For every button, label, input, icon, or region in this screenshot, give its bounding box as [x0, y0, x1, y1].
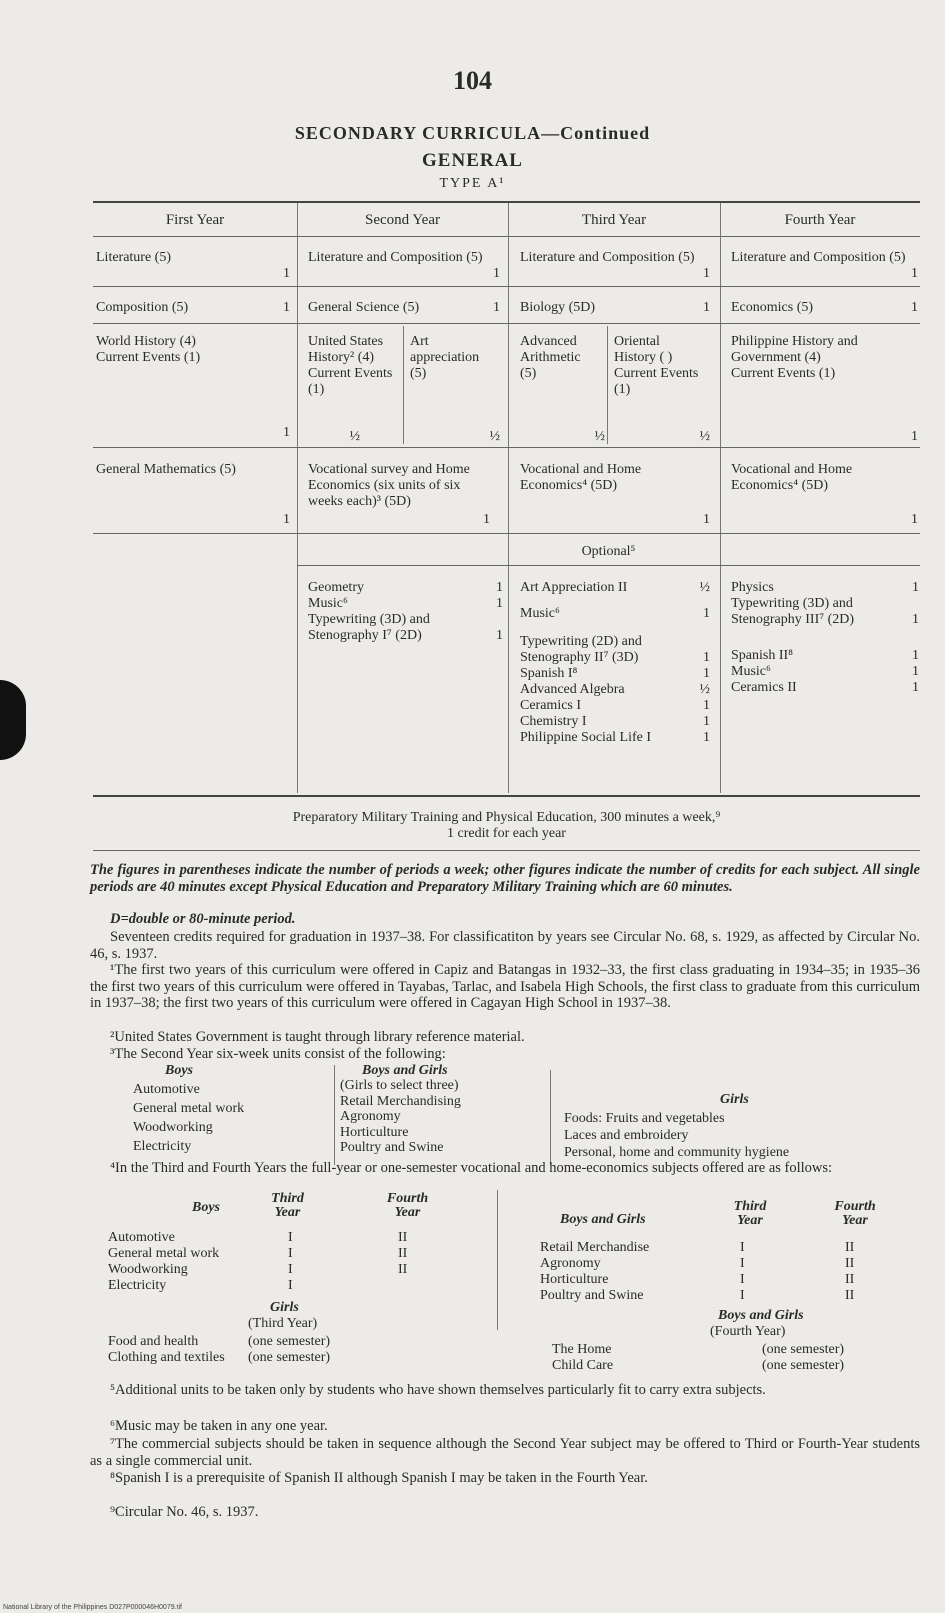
column-header: Second Year: [365, 212, 440, 228]
column-header: Fourth Year: [784, 212, 856, 228]
list-item: Foods: Fruits and vegetables: [564, 1111, 725, 1126]
pmt-line: Preparatory Military Training and Physical Education, 300 minutes a week,⁹: [292, 810, 721, 825]
credit-value: 1: [493, 266, 500, 281]
optional-item: Typewriting (3D) and Stenography III⁷ (2D) 1: [731, 596, 919, 627]
list-item: Agronomy: [340, 1109, 401, 1124]
voc-boys-heading: Boys: [192, 1200, 220, 1215]
list-item: Retail Merchandising: [340, 1093, 461, 1109]
footnote-8: ⁸Spanish I is a prerequisite of Spanish II although Spanish I may be taken in the Fourth Year.: [110, 1470, 648, 1486]
voc-bg-heading: Boys and Girls: [560, 1212, 646, 1227]
subject-cell: Vocational and Home Economics⁴ (5D): [520, 462, 642, 493]
subject-cell: Current Events (1): [731, 366, 836, 381]
subject-cell: World History (4): [96, 334, 196, 349]
scan-edge-mark: [0, 680, 26, 760]
voc-bg-list: [540, 1240, 890, 1304]
list-item: Automotive: [133, 1082, 200, 1097]
page-subtitle: GENERAL: [422, 150, 523, 171]
six-week-boys-heading: Boys: [165, 1063, 193, 1078]
table-top-rule: [93, 201, 920, 203]
subject-cell: General Mathematics (5): [96, 462, 236, 477]
subject-cell: Vocational and Home Economics⁴ (5D): [731, 462, 853, 493]
subject-cell: Literature and Composition (5): [731, 250, 906, 265]
footnote-9: ⁹Circular No. 46, s. 1937.: [110, 1504, 259, 1520]
credit-value: 1: [911, 512, 918, 527]
voc-bg-third-heading: Third Year: [733, 1199, 767, 1228]
optional-item: Geometry 1: [308, 580, 503, 595]
row-rule: [93, 286, 920, 287]
credit-value: ½: [349, 429, 360, 444]
footnote-5: ⁵Additional units to be taken only by students who have shown themselves particularly fit to carry extra subjects.: [110, 1382, 766, 1398]
footnote-1: ¹The first two years of this curriculum were offered in Capiz and Batangas in 1932–33, the first class graduating in 1934–35; in 1935–36 the first two years of this curriculum were offered in Tayabas, Tarlac, and Isabela High Schools, the first class to graduate from this curriculum in 1937–38; the first two years of this curriculum were offered in Cagayan High School in 1937–38.: [90, 962, 920, 1011]
subject-cell: Biology (5D): [520, 300, 596, 315]
table-bottom-rule: [93, 795, 920, 797]
subject-cell: General Science (5): [308, 300, 420, 315]
table-row: Food and health (one semester): [108, 1334, 331, 1349]
table-row: Woodworking I II: [108, 1262, 408, 1277]
column-header: First Year: [165, 212, 225, 228]
voc-girls-sub: (Third Year): [248, 1316, 318, 1331]
optional-list-second-year: [308, 580, 503, 644]
voc-bg-fourth-heading: Fourth Year: [834, 1199, 876, 1228]
column-divider: [508, 203, 509, 793]
sub-divider: [607, 326, 608, 444]
footnote-7: ⁷The commercial subjects should be taken in sequence although the Second Year subject may be offered to Third or Fourth-Year students as a single commercial unit.: [90, 1436, 920, 1469]
credit-value: 1: [703, 266, 710, 281]
footnote-2: ²United States Government is taught through library reference material.: [110, 1029, 525, 1045]
curriculum-type: TYPE A¹: [439, 176, 506, 191]
optional-item: Music⁶ 1: [520, 606, 710, 621]
credit-value: 1: [703, 300, 710, 315]
table-row: Agronomy I II: [540, 1256, 855, 1271]
row-rule: [93, 533, 920, 534]
table-row: Retail Merchandise I II: [540, 1240, 855, 1255]
row-rule: [93, 323, 920, 324]
optional-item: Chemistry I 1: [520, 714, 710, 729]
credit-value: 1: [493, 300, 500, 315]
subject-cell: Economics (5): [731, 300, 814, 315]
table-row: The Home (one semester): [552, 1342, 845, 1357]
optional-list-third-year: [520, 580, 710, 746]
subject-cell: Advanced Arithmetic (5): [520, 334, 581, 381]
footnote-4: ⁴In the Third and Fourth Years the full-year or one-semester vocational and home-economics subjects offered are as follows:: [110, 1160, 833, 1176]
subject-cell: Literature and Composition (5): [520, 250, 695, 265]
subject-cell: Composition (5): [96, 300, 189, 315]
list-item: Laces and embroidery: [564, 1128, 689, 1143]
table-row: General metal work I II: [108, 1246, 408, 1261]
page-number: 104: [453, 66, 492, 95]
optional-item: Typewriting (3D) and Stenography I⁷ (2D) 1: [308, 612, 503, 643]
credit-value: ½: [699, 429, 710, 444]
voc-bg4-list: [552, 1342, 844, 1374]
subject-cell: Oriental History ( ) Current Events (1): [614, 334, 699, 397]
table-row: Poultry and Swine I II: [540, 1288, 855, 1303]
table-row: Clothing and textiles (one semester): [108, 1350, 331, 1365]
page-title: SECONDARY CURRICULA—Continued: [294, 123, 651, 143]
credit-value: 1: [483, 512, 490, 527]
double-period-note: D=double or 80-minute period.: [110, 911, 296, 927]
voc-girls-heading: Girls: [270, 1300, 299, 1315]
subject-cell: Vocational survey and Home Economics (six units of six weeks each)³ (5D): [308, 462, 470, 509]
list-item: Electricity: [133, 1139, 192, 1154]
list-item: Horticulture: [340, 1124, 409, 1140]
credit-value: 1: [911, 300, 918, 315]
optional-item: Spanish II⁸ 1: [731, 648, 919, 663]
voc-bg4-sub: (Fourth Year): [710, 1324, 786, 1339]
optional-item: Philippine Social Life I 1: [520, 730, 710, 745]
six-week-bg-list: [340, 1078, 461, 1156]
sub-divider: [403, 326, 404, 444]
credit-value: 1: [911, 429, 918, 444]
subject-cell: Current Events (1): [96, 350, 201, 365]
optional-item: Ceramics II 1: [731, 680, 919, 695]
table-row: Child Care (one semester): [552, 1358, 845, 1373]
credits-note: Seventeen credits required for graduation in 1937–38. For classificatiton by years see Circular No. 68, s. 1929, as affected by Circular No. 46, s. 1937.: [90, 929, 920, 962]
credit-value: 1: [283, 425, 290, 440]
credit-value: 1: [703, 512, 710, 527]
table-row: Automotive I II: [108, 1230, 408, 1245]
table-header-rule: [93, 236, 920, 237]
six-week-divider: [550, 1070, 551, 1165]
credit-value: 1: [911, 266, 918, 281]
credit-value: 1: [283, 266, 290, 281]
optional-item: Art Appreciation II ½: [520, 580, 710, 595]
optional-item: Music⁶ 1: [731, 664, 919, 679]
italic-note: The figures in parentheses indicate the number of periods a week; other figures indicate the number of credits for each subject. All single periods are 40 minutes except Physical Education and Preparatory Military Training which are 60 minutes.: [90, 862, 920, 895]
rule: [93, 850, 920, 851]
credit-value: ½: [489, 429, 500, 444]
pmt-credit: 1 credit for each year: [447, 826, 566, 841]
footnote-6: ⁶Music may be taken in any one year.: [110, 1418, 328, 1434]
optional-list-fourth-year: [731, 580, 919, 696]
footnote-3: ³The Second Year six-week units consist of the following:: [110, 1046, 446, 1062]
row-rule: [93, 447, 920, 448]
six-week-bg-heading: Boys and Girls: [362, 1063, 448, 1078]
credit-value: ½: [594, 429, 605, 444]
subject-cell: Art appreciation (5): [410, 334, 480, 381]
credit-value: 1: [283, 300, 290, 315]
six-week-boys-list: [133, 1080, 244, 1156]
voc-girls-list: [108, 1334, 330, 1366]
column-divider: [720, 203, 721, 793]
table-row: Electricity I: [108, 1278, 293, 1293]
voc-boys-list: [108, 1230, 438, 1294]
column-header: Third Year: [581, 212, 647, 228]
credit-value: 1: [283, 512, 290, 527]
optional-item: Typewriting (2D) and Stenography II⁷ (3D) 1: [520, 634, 710, 665]
subject-cell: Literature (5): [96, 250, 172, 265]
six-week-divider: [334, 1065, 335, 1165]
voc-third-heading: Third Year: [271, 1191, 304, 1220]
voc-bg4-heading: Boys and Girls: [718, 1308, 804, 1323]
table-row: Horticulture I II: [540, 1272, 855, 1287]
subject-cell: United States History² (4) Current Events (1): [308, 334, 393, 397]
subject-cell: Philippine History and Government (4): [731, 334, 858, 365]
subject-cell: Literature and Composition (5): [308, 250, 483, 265]
row-rule: [297, 565, 920, 566]
optional-item: Advanced Algebra ½: [520, 682, 710, 697]
list-item: (Girls to select three): [340, 1078, 459, 1093]
list-item: General metal work: [133, 1101, 245, 1116]
optional-label: Optional⁵: [581, 544, 636, 559]
list-item: Woodworking: [133, 1120, 213, 1135]
column-divider: [297, 203, 298, 793]
scan-source-id: National Library of the Philippines D027P000046H0079.tif: [3, 1604, 183, 1611]
six-week-girls-heading: Girls: [720, 1092, 749, 1107]
voc-divider: [497, 1190, 498, 1330]
optional-item: Spanish I⁸ 1: [520, 666, 710, 681]
optional-item: Physics 1: [731, 580, 919, 595]
voc-fourth-heading: Fourth Year: [386, 1191, 429, 1220]
optional-item: Music⁶ 1: [308, 596, 503, 611]
list-item: Poultry and Swine: [340, 1140, 444, 1155]
six-week-girls-list: [564, 1110, 789, 1161]
optional-item: Ceramics I 1: [520, 698, 710, 713]
list-item: Personal, home and community hygiene: [564, 1145, 790, 1160]
